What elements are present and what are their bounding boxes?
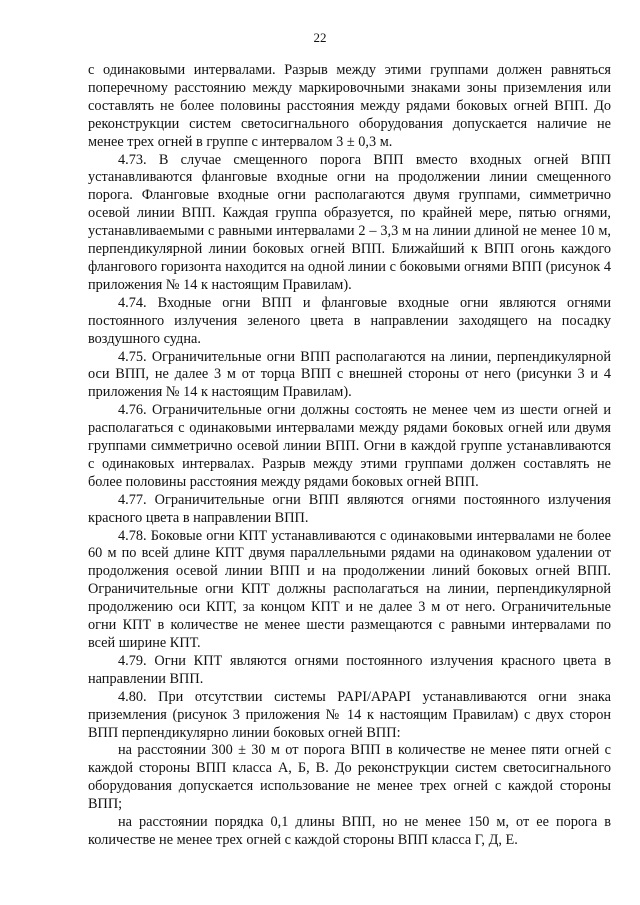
- document-body: [88, 62, 611, 850]
- paragraph-continuation: с одинаковыми интервалами. Разрыв между этими группами должен равняться поперечному расстоянию между маркировочными знаками зоны приземления или составлять не более половины расстояния между рядами боковых огней ВПП. До реконструкции систем светосигнального оборудования допускается наличие не менее трех огней в группе с интервалом 3 ± 0,3 м.: [88, 62, 611, 150]
- paragraph-4-78: 4.78. Боковые огни КПТ устанавливаются с одинаковыми интервалами не более 60 м по всей длине КПТ двумя параллельными рядами на одинаковом удалении от продолжения осевой линии ВПП и на продолжении линий боковых огней ВПП. Ограничительные огни КПТ должны располагаться на линии, перпендикулярной продолжению оси КПТ, за концом КПТ и не далее 3 м от него. Ограничительные огни КПТ в количестве не менее шести размещаются с равными интервалами по всей ширине КПТ.: [88, 527, 611, 651]
- paragraph-4-79: 4.79. Огни КПТ являются огнями постоянного излучения красного цвета в направлении ВПП.: [88, 652, 611, 687]
- paragraph-4-76: 4.76. Ограничительные огни должны состоять не менее чем из шести огней и располагаться с одинаковыми интервалами между рядами боковых огней или двумя группами симметрично осевой линии ВПП. Огни в каждой группе устанавливаются с одинаковых интервалах. Разрыв между этими группами должен составлять не более половины расстояния между рядами боковых огней ВПП.: [88, 402, 611, 490]
- paragraph-4-80-item-1: на расстоянии 300 ± 30 м от порога ВПП в количестве не менее пяти огней с каждой стороны ВПП класса А, Б, В. До реконструкции систем светосигнального оборудования допускается использование не менее трех огней с каждой стороны ВПП;: [88, 742, 611, 813]
- paragraph-4-73: 4.73. В случае смещенного порога ВПП вместо входных огней ВПП устанавливаются фланговые входные огни на продолжении линии смещенного порога. Фланговые входные огни располагаются двумя группами, симметрично осевой линии ВПП. Каждая группа образуется, по крайней мере, пятью огнями, устанавливаемыми с равными интервалами 2 – 3,3 м на линии длиной не менее 10 м, перпендикулярной линии боковых огней ВПП. Ближайший к ВПП огонь каждого флангового горизонта находится на одной линии с боковыми огнями ВПП (рисунок 4 приложения № 14 к настоящим Правилам).: [88, 151, 611, 293]
- paragraph-4-74: 4.74. Входные огни ВПП и фланговые входные огни являются огнями постоянного излучения зеленого цвета в направлении заходящего на посадку воздушного судна.: [88, 294, 611, 347]
- page-number: 22: [313, 30, 327, 45]
- paragraph-4-80: 4.80. При отсутствии системы PAPI/APAPI устанавливаются огни знака приземления (рисунок 3 приложения № 14 к настоящим Правилам) с двух сторон ВПП перпендикулярно линии боковых огней ВПП:: [88, 688, 611, 741]
- paragraph-4-77: 4.77. Ограничительные огни ВПП являются огнями постоянного излучения красного цвета в направлении ВПП.: [88, 491, 611, 526]
- paragraph-4-75: 4.75. Ограничительные огни ВПП располагаются на линии, перпендикулярной оси ВПП, не далее 3 м от торца ВПП с внешней стороны от него (рисунки 3 и 4 приложения № 14 к настоящим Правилам).: [88, 348, 611, 401]
- paragraph-4-80-item-2: на расстоянии порядка 0,1 длины ВПП, но не менее 150 м, от ее порога в количестве не менее трех огней с каждой стороны ВПП класса Г, Д, Е.: [88, 814, 611, 848]
